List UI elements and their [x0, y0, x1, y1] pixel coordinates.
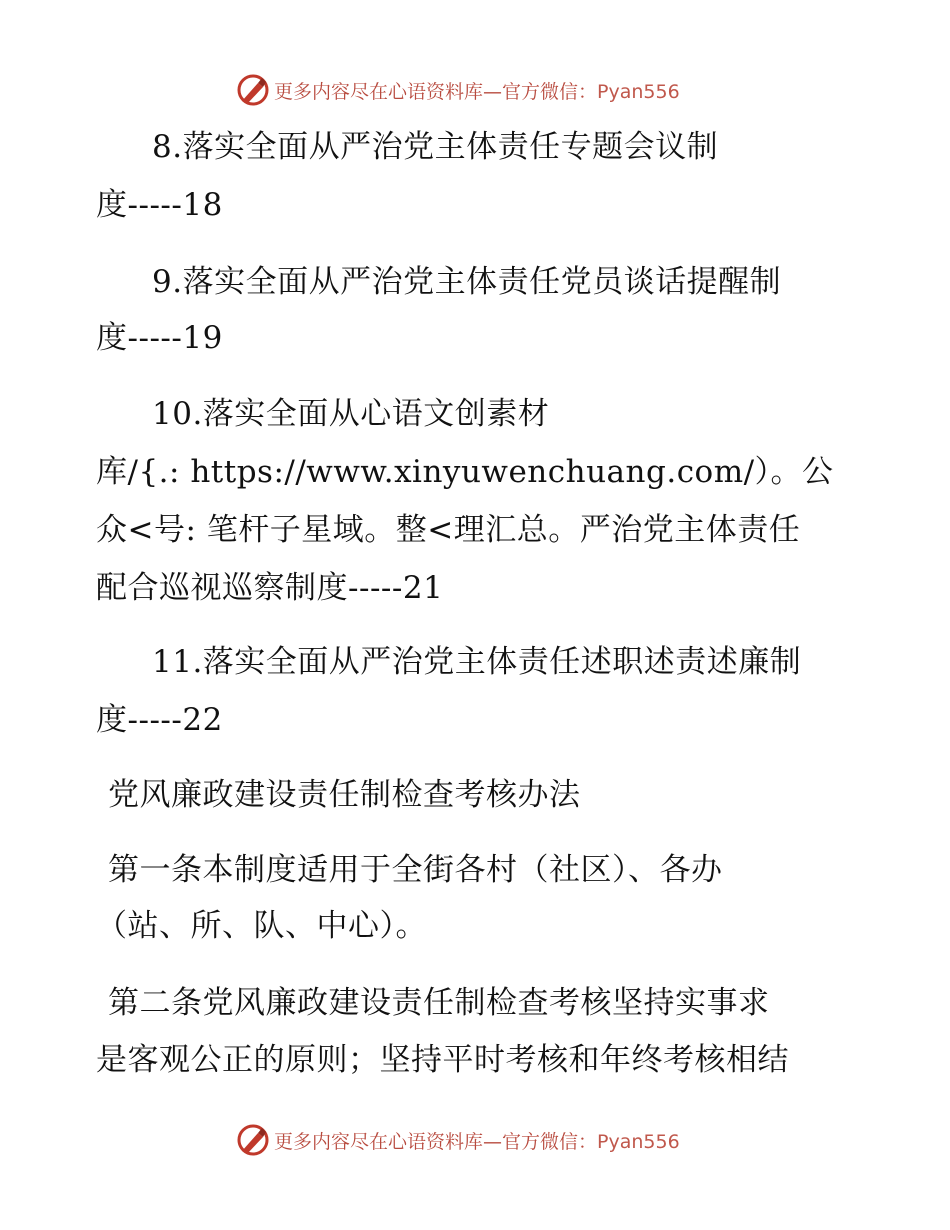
pen-logo-icon [236, 1123, 270, 1157]
article-1-line-2: （站、所、队、中心）。 [96, 908, 427, 944]
header-watermark [236, 72, 680, 108]
toc-item-10-line-4: 配合巡视巡察制度-----21 [96, 570, 444, 606]
watermark-wechat-id: Pyan556 [597, 1130, 680, 1153]
toc-item-10-line-2: 库/{.: https://www.xinyuwenchuang.com/）。公 [96, 454, 834, 490]
section-title: 党风廉政建设责任制检查考核办法 [108, 777, 581, 813]
toc-item-10-line-1: 10.落实全面从心语文创素材 [152, 396, 550, 432]
toc-item-11-line-2: 度-----22 [96, 702, 223, 738]
toc-item-9-line-2: 度-----19 [96, 320, 223, 356]
watermark-wechat-id: Pyan556 [597, 80, 680, 103]
watermark-site-text: 更多内容尽在心语资料库—官方微信： [274, 80, 598, 103]
toc-item-11-line-1: 11.落实全面从严治党主体责任述职述责述廉制 [152, 644, 802, 680]
toc-item-8-line-1: 8.落实全面从严治党主体责任专题会议制 [152, 129, 719, 165]
article-2-line-2: 是客观公正的原则；坚持平时考核和年终考核相结 [96, 1042, 789, 1078]
watermark-text [274, 77, 680, 104]
toc-item-9-line-1: 9.落实全面从严治党主体责任党员谈话提醒制 [152, 264, 782, 300]
toc-item-10-line-3: 众<号: 笔杆子星域。整<理汇总。严治党主体责任 [96, 512, 801, 548]
toc-item-8-line-2: 度-----18 [96, 187, 223, 223]
watermark-site-text: 更多内容尽在心语资料库—官方微信： [274, 1130, 598, 1153]
footer-watermark [236, 1122, 680, 1158]
pen-logo-icon [236, 73, 270, 107]
article-2-line-1: 第二条党风廉政建设责任制检查考核坚持实事求 [108, 985, 770, 1021]
article-1-line-1: 第一条本制度适用于全街各村（社区）、各办 [108, 852, 723, 888]
watermark-text [274, 1127, 680, 1154]
